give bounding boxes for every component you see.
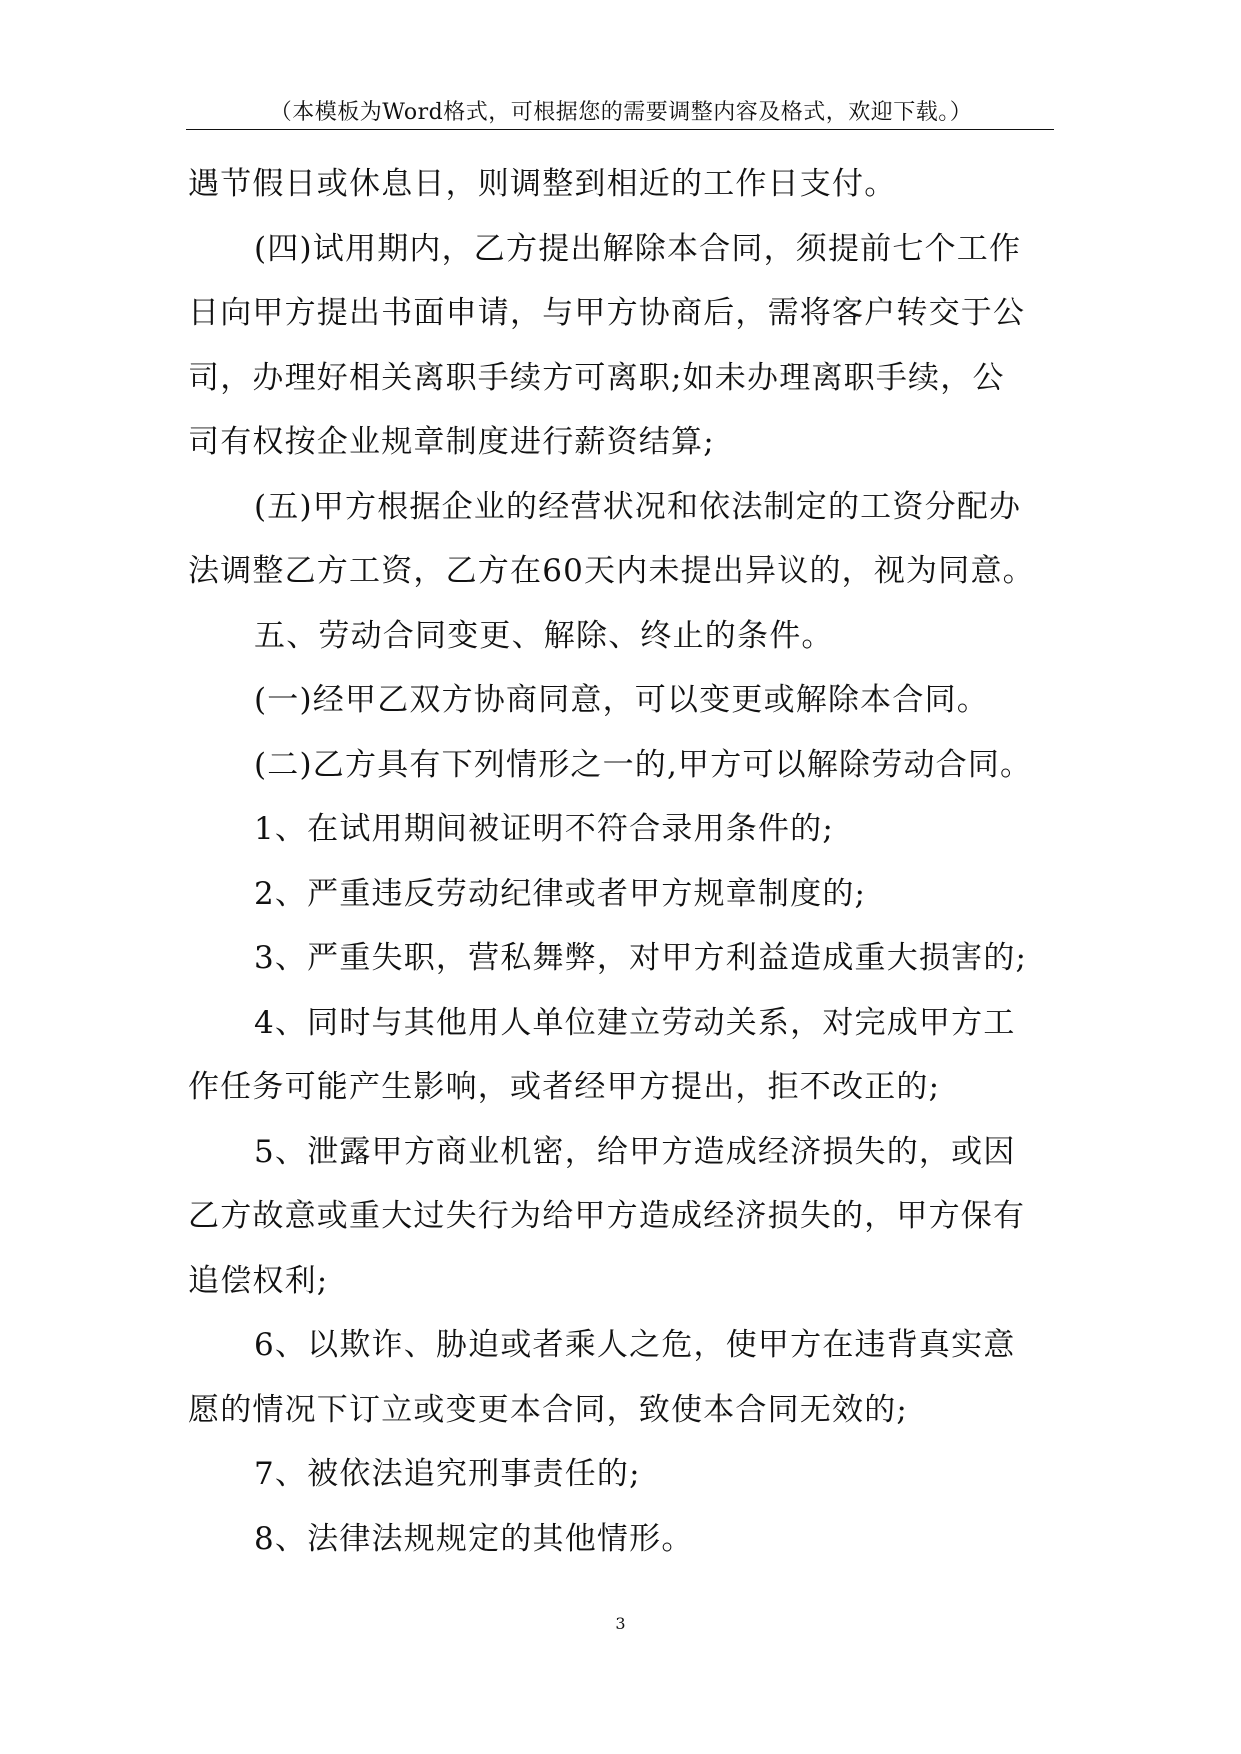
text-line: (四)试用期内，乙方提出解除本合同，须提前七个工作 bbox=[254, 230, 1022, 267]
text-line: 3、严重失职，营私舞弊，对甲方利益造成重大损害的; bbox=[254, 940, 1028, 976]
text-line: 日向甲方提出书面申请，与甲方协商后，需将客户转交于公 bbox=[188, 295, 1026, 331]
text-line: 司有权按企业规章制度进行薪资结算; bbox=[188, 424, 715, 460]
text-line: 遇节假日或休息日，则调整到相近的工作日支付。 bbox=[188, 166, 897, 202]
text-line: 法调整乙方工资，乙方在60天内未提出异议的，视为同意。 bbox=[188, 553, 1035, 589]
contract-body bbox=[188, 152, 1068, 1571]
text-line: 愿的情况下订立或变更本合同，致使本合同无效的; bbox=[188, 1391, 909, 1428]
text-line: 乙方故意或重大过失行为给甲方造成经济损失的，甲方保有 bbox=[188, 1198, 1026, 1234]
template-note: （本模板为Word格式，可根据您的需要调整内容及格式，欢迎下载。） bbox=[269, 100, 973, 125]
text-line: (一)经甲乙双方协商同意，可以变更或解除本合同。 bbox=[254, 682, 989, 718]
text-line: 1、在试用期间被证明不符合录用条件的; bbox=[254, 811, 834, 847]
text-line: 五、劳动合同变更、解除、终止的条件。 bbox=[254, 617, 834, 654]
text-line: 8、法律法规规定的其他情形。 bbox=[254, 1520, 694, 1557]
text-line: (二)乙方具有下列情形之一的,甲方可以解除劳动合同。 bbox=[254, 746, 1033, 783]
text-line: 6、以欺诈、胁迫或者乘人之危，使甲方在违背真实意 bbox=[254, 1327, 1016, 1363]
header-divider bbox=[186, 129, 1054, 130]
page-number: 3 bbox=[615, 1614, 626, 1633]
text-line: 司，办理好相关离职手续方可离职;如未办理离职手续，公 bbox=[188, 359, 1005, 396]
text-line: 4、同时与其他用人单位建立劳动关系，对完成甲方工 bbox=[254, 1004, 1016, 1041]
text-line: 5、泄露甲方商业机密，给甲方造成经济损失的，或因 bbox=[254, 1133, 1016, 1170]
text-line: (五)甲方根据企业的经营状况和依法制定的工资分配办 bbox=[254, 488, 1022, 525]
text-line: 7、被依法追究刑事责任的; bbox=[254, 1456, 641, 1492]
text-line: 追偿权利; bbox=[188, 1262, 329, 1299]
text-line: 2、严重违反劳动纪律或者甲方规章制度的; bbox=[254, 875, 867, 912]
text-line: 作任务可能产生影响，或者经甲方提出，拒不改正的; bbox=[188, 1069, 941, 1105]
